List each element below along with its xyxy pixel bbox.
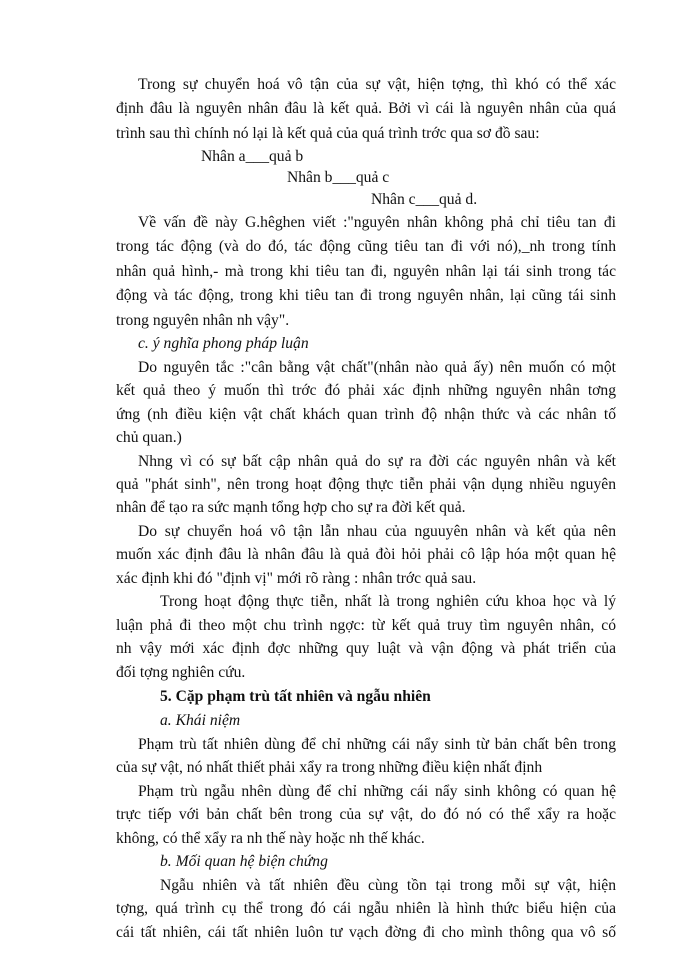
paragraph6-line: Trong hoạt động thực tiễn, nhất là trong nghiên cứu khoa học và lý [160,593,616,611]
heading-b: b. Mối quan hệ biện chứng [160,853,328,871]
paragraph1-line: định đâu là nguyên nhân đâu là kết quả. Bởi vì cái là nguyên nhân của quá [116,100,616,118]
paragraph2-line: Về vấn đề này G.hêghen viết :"nguyên nhân không phả chỉ tiêu tan đi [138,213,616,231]
paragraph4-line: quả "phát sinh", nên trong hoạt động thực tiễn phải vận dụng nhiều nguyên [116,476,616,494]
diagram-row: Nhân a___quả b [201,147,304,165]
heading-5: 5. Cặp phạm trù tất nhiên và ngẫu nhiên [160,688,431,706]
paragraph8-line: không, có thể xẩy ra nh thế này hoặc nh thế khác. [116,829,425,847]
paragraph8-line: Phạm trù ngẫu nhên dùng để chỉ những cái nẩy sinh không có quan hệ [138,782,616,800]
paragraph7-line: Phạm trù tất nhiên dùng để chỉ những cái nẩy sinh từ bản chất bên trong [138,735,616,753]
paragraph3-line: kết quả theo ý muốn thì trớc đó phải xác định những nguyên nhân tơng [116,382,616,400]
paragraph6-line: luận phả đi theo một chu trình ngợc: từ kết quả truy tìm nguyên nhân, có [116,616,616,634]
paragraph3-line: ứng (nh điều kiện vật chất khách quan trình độ nhận thức và các nhân tố [116,405,616,423]
paragraph8-line: trực tiếp với bản chất bên trong của sự vật, do đó nó có thể xẩy ra hoặc [116,806,616,824]
paragraph7-line: của sự vật, nó nhất thiết phải xẩy ra trong những điều kiện nhất định [116,759,543,777]
diagram-row: Nhân c___quả d. [371,190,478,208]
paragraph2-line: động và tác động, trong khi tiêu tan đi trong nguyên nhân, lại cũng tái sinh [116,287,616,305]
paragraph2-line: trong nguyên nhân nh vậy". [116,311,290,329]
paragraph6-line: đối tợng nghiên cứu. [116,663,246,681]
paragraph9-line: Ngẫu nhiên và tất nhiên đều cùng tồn tại trong mỗi sự vật, hiện [160,876,616,894]
paragraph5-line: Do sự chuyển hoá vô tận lẫn nhau của nguuyên nhân và kết qủa nên [138,522,616,540]
paragraph9-line: tợng, quá trình cụ thể trong đó cái ngẫu nhiên là hình thức biểu hiện của [116,900,616,918]
paragraph2-line: nhân quả hình,- mà trong khi tiêu tan đi, nguyên nhân lại tái sinh trong tác [116,262,616,280]
paragraph3-line: chủ quan.) [116,429,182,447]
paragraph9-line: cái tất nhiên, cái tất nhiên luôn tư vạch đờng đi cho mình thông qua vô số [116,924,616,941]
heading-a: a. Khái niệm [160,712,241,729]
paragraph3-line: Do nguyên tắc :"cân bằng vật chất"(nhân nào quả ấy) nên muốn có một [138,358,616,376]
paragraph4-line: Nhng vì có sự bất cập nhân quả do sự ra đời các nguyên nhân và kết [138,452,616,470]
paragraph4-line: nhân để tạo ra sức mạnh tổng hợp cho sự ra đời kết quả. [116,499,466,517]
heading-c: c. ý nghĩa phong pháp luận [138,335,309,353]
paragraph2-line: trong tác động (và do đó, tác động cũng tiêu tan đi với nó),_nh trong tính [116,238,616,256]
paragraph5-line: muốn xác định đâu là nhân đâu là quả đòi hỏi phải cô lập hóa một quan hệ [116,546,616,564]
paragraph1-line: Trong sự chuyển hoá vô tận của sự vật, hiện tợng, thì khó có thể xác [138,76,616,93]
paragraph6-line: nh vậy mới xác định đợc những quy luật và vận động và phát triển của [116,640,616,658]
paragraph1-line: trình sau thì chính nó lại là kết quả của quá trình trớc qua sơ đồ sau: [116,124,540,142]
diagram-row: Nhân b___quả c [287,169,390,187]
paragraph5-line: xác định khi đó "định vị" mới rõ ràng : nhân trớc quả sau. [116,569,477,587]
